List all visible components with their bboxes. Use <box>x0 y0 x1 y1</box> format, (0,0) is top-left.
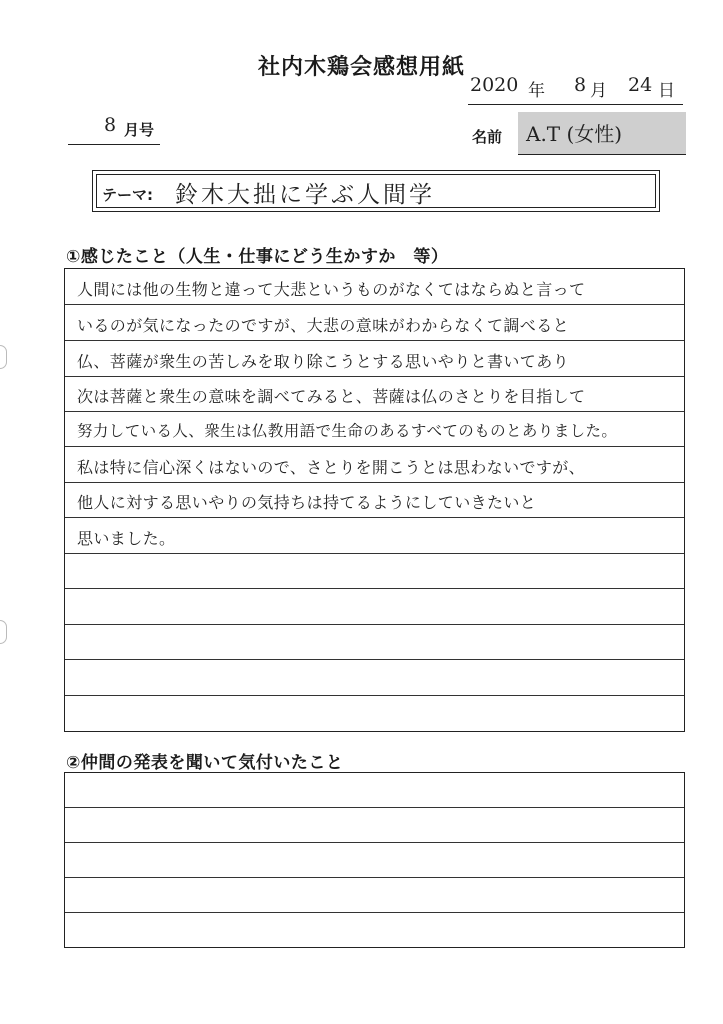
date-day: 24 <box>628 74 653 96</box>
section2-lined-area[interactable] <box>64 772 685 948</box>
date-day-unit: 日 <box>658 81 675 101</box>
issue-unit: 月号 <box>124 121 155 139</box>
section1-line: 思いました。 <box>77 529 176 548</box>
section1-line: 努力している人、衆生は仏教用語で生命のあるすべてのものとありました。 <box>77 422 618 440</box>
name-field[interactable] <box>518 112 686 155</box>
date-field[interactable] <box>468 76 683 105</box>
section1-heading: ①感じたこと（人生・仕事にどう生かすか 等） <box>66 247 449 267</box>
issue-field[interactable] <box>68 112 160 145</box>
form-title: 社内木鶏会感想用紙 <box>257 55 465 80</box>
section1-lined-area[interactable] <box>64 268 685 732</box>
section2-heading: ②仲間の発表を聞いて気付いたこと <box>66 753 344 773</box>
date-year: 2020 <box>470 74 519 96</box>
punch-hole-mark <box>0 345 7 369</box>
section1-line: 次は菩薩と衆生の意味を調べてみると、菩薩は仏のさとりを目指して <box>77 387 586 406</box>
name-label: 名前 <box>472 128 503 146</box>
theme-field[interactable] <box>96 174 656 208</box>
name-value: A.T (女性) <box>526 122 623 146</box>
theme-box <box>92 170 660 212</box>
section1-line: 他人に対する思いやりの気持ちは持てるようにしていきたいと <box>77 493 537 512</box>
date-month: 8 <box>574 74 587 96</box>
punch-hole-mark <box>0 620 7 644</box>
issue-value: 8 <box>104 114 117 136</box>
theme-label: テーマ: <box>102 186 153 204</box>
section1-line: 仏、菩薩が衆生の苦しみを取り除こうとする思いやりと書いてあり <box>77 352 570 371</box>
date-month-unit: 月 <box>590 81 607 101</box>
section1-line: 私は特に信心深くはないので、さとりを開こうとは思わないですが、 <box>77 458 586 477</box>
section1-line: いるのが気になったのですが、大悲の意味がわからなくて調べると <box>77 316 570 335</box>
date-year-unit: 年 <box>528 81 545 101</box>
theme-value: 鈴木大拙に学ぶ人間学 <box>175 182 435 208</box>
section1-line: 人間には他の生物と違って大悲というものがなくてはならぬと言って <box>77 280 586 299</box>
